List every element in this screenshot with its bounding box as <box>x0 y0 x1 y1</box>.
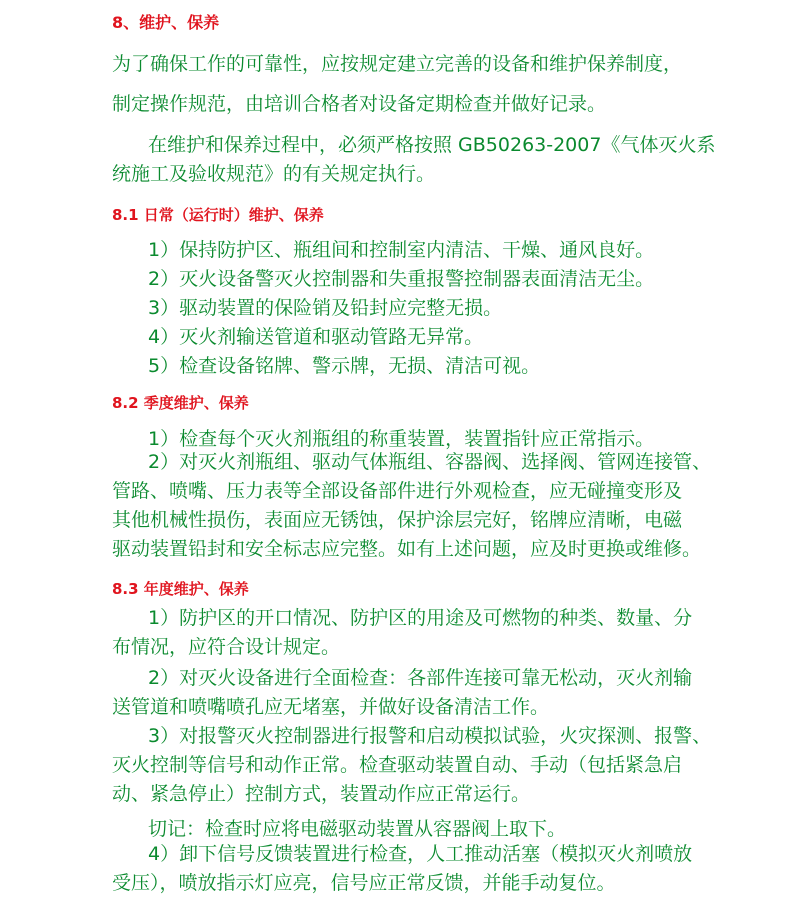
paragraph-line: 4）卸下信号反馈装置进行检查，人工推动活塞（模拟灭火剂喷放 <box>148 843 693 865</box>
paragraph-line: 受压），喷放指示灯应亮，信号应正常反馈，并能手动复位。 <box>112 872 616 894</box>
paragraph-line: 送管道和喷嘴喷孔应无堵塞，并做好设备清洁工作。 <box>112 696 550 718</box>
intro-line: 为了确保工作的可靠性，应按规定建立完善的设备和维护保养制度， <box>112 53 683 75</box>
list-item: 5）检查设备铭牌、警示牌，无损、清洁可视。 <box>148 355 541 377</box>
intro-paragraph <box>112 50 788 119</box>
standard-line: 在维护和保养过程中，必须严格按照 GB50263-2007《气体灭火系 <box>148 134 716 156</box>
quarterly-item-2 <box>112 448 788 564</box>
annual-item-4 <box>112 840 788 898</box>
annual-item-2 <box>112 664 788 722</box>
paragraph-line: 2）对灭火设备进行全面检查：各部件连接可靠无松动，灭火剂输 <box>148 667 693 689</box>
section-title: 8、维护、保养 <box>112 13 220 32</box>
standard-paragraph <box>112 131 788 189</box>
annual-item-3 <box>112 722 788 809</box>
section-heading-quarterly: 8.2 季度维护、保养 <box>112 394 249 412</box>
warning-note: 切记：检查时应将电磁驱动装置从容器阀上取下。 <box>148 818 567 840</box>
paragraph-line: 1）防护区的开口情况、防护区的用途及可燃物的种类、数量、分 <box>148 607 693 629</box>
list-item: 4）灭火剂输送管道和驱动管路无异常。 <box>148 326 484 348</box>
intro-line: 制定操作规范，由培训合格者对设备定期检查并做好记录。 <box>112 93 607 115</box>
paragraph-line: 灭火控制等信号和动作正常。检查驱动装置自动、手动（包括紧急启 <box>112 754 683 776</box>
annual-item-1 <box>112 604 788 662</box>
paragraph-line: 2）对灭火剂瓶组、驱动气体瓶组、容器阀、选择阀、管网连接管、 <box>148 451 712 473</box>
standard-line: 统施工及验收规范》的有关规定执行。 <box>112 163 436 185</box>
list-item: 1）保持防护区、瓶组间和控制室内清洁、干燥、通风良好。 <box>148 239 655 261</box>
paragraph-line: 布情况，应符合设计规定。 <box>112 636 341 658</box>
section-heading-annual: 8.3 年度维护、保养 <box>112 580 249 598</box>
paragraph-line: 管路、喷嘴、压力表等全部设备部件进行外观检查，应无碰撞变形及 <box>112 480 683 502</box>
paragraph-line: 驱动装置铅封和安全标志应完整。如有上述问题，应及时更换或维修。 <box>112 538 702 560</box>
list-item: 3）驱动装置的保险销及铅封应完整无损。 <box>148 297 503 319</box>
list-item: 2）灭火设备警灭火控制器和失重报警控制器表面清洁无尘。 <box>148 268 655 290</box>
paragraph-line: 其他机械性损伤，表面应无锈蚀，保护涂层完好，铭牌应清晰，电磁 <box>112 509 683 531</box>
section-heading-daily: 8.1 日常（运行时）维护、保养 <box>112 206 324 224</box>
paragraph-line: 动、紧急停止）控制方式，装置动作应正常运行。 <box>112 783 531 805</box>
paragraph-line: 3）对报警灭火控制器进行报警和启动模拟试验，火灾探测、报警、 <box>148 725 712 747</box>
list-item: 1）检查每个灭火剂瓶组的称重装置，装置指针应正常指示。 <box>148 428 655 450</box>
